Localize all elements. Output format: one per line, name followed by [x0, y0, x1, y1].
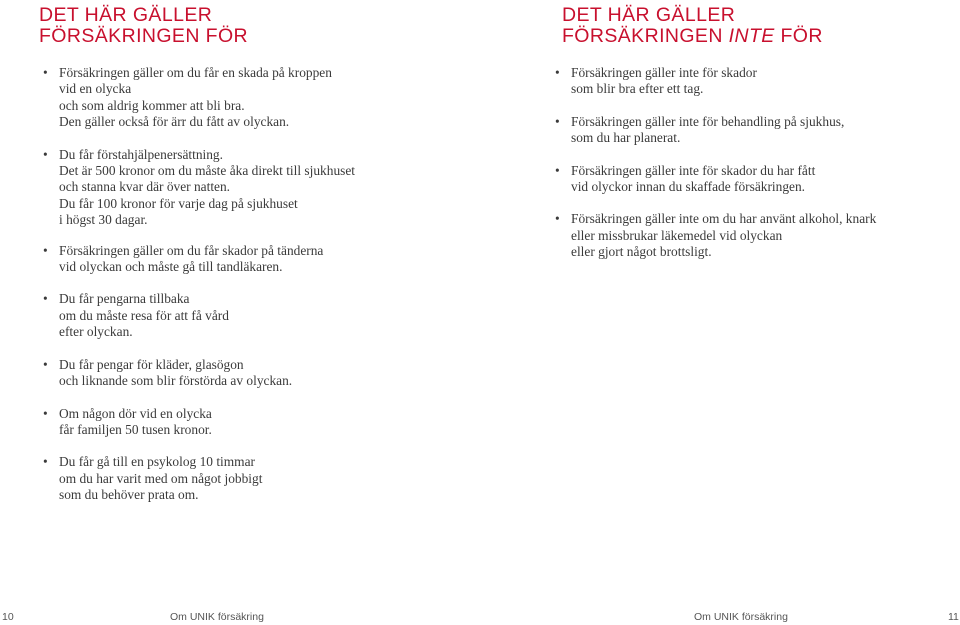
item-line: Du får pengar för kläder, glasögon [59, 356, 244, 372]
page-number: 11 [948, 611, 959, 623]
bullet-icon: • [555, 162, 560, 178]
list-item [555, 211, 955, 260]
bullet-icon: • [43, 65, 48, 80]
footer-text: Om UNIK försäkring [170, 611, 264, 623]
page-number: 10 [2, 611, 14, 623]
right-page-title [562, 5, 823, 47]
bullet-icon: • [43, 356, 48, 372]
item-line: Du får pengarna tillbaka [59, 291, 190, 307]
item-line: Försäkringen gäller inte för skador du har fått [571, 162, 816, 178]
bullet-icon: • [555, 65, 560, 80]
item-line: Den gäller också för ärr du fått av olyckan. [59, 114, 290, 130]
bullet-icon: • [555, 113, 560, 129]
left-title-line2: FÖRSÄKRINGEN FÖR [39, 25, 248, 47]
list-item [555, 163, 955, 196]
coverage-list [43, 65, 443, 520]
item-line: Du får förstahjälpenersättning. [59, 146, 223, 162]
list-item [43, 291, 443, 340]
title-suffix: FÖR [774, 25, 823, 47]
item-line: vid en olycka [59, 81, 132, 97]
item-line: Du får 100 kronor för varje dag på sjukhuset [59, 195, 298, 211]
left-title-line1: DET HÄR GÄLLER [39, 4, 213, 26]
bullet-icon: • [555, 211, 560, 227]
item-line: Det är 500 kronor om du måste åka direkt till sjukhuset [59, 163, 356, 179]
exclusion-list [555, 65, 955, 277]
item-line: och stanna kvar där över natten. [59, 179, 231, 195]
list-item [555, 114, 955, 147]
item-line: Försäkringen gäller om du får skador på tänderna [59, 242, 324, 258]
footer-text: Om UNIK försäkring [694, 611, 788, 623]
item-line: Du får gå till en psykolog 10 timmar [59, 454, 255, 470]
right-title-line1: DET HÄR GÄLLER [562, 4, 736, 26]
item-line: vid olyckor innan du skaffade försäkringen. [571, 179, 806, 195]
list-item [43, 243, 443, 276]
bullet-icon: • [43, 291, 48, 307]
item-line: Försäkringen gäller inte för behandling på sjukhus, [571, 113, 845, 129]
item-line: Försäkringen gäller inte för skador [571, 65, 757, 80]
item-line: som du har planerat. [571, 130, 681, 146]
item-line: Försäkringen gäller inte om du har använt alkohol, knark [571, 211, 877, 227]
bullet-icon: • [43, 405, 48, 421]
list-item [43, 357, 443, 390]
list-item [43, 65, 443, 131]
list-item [555, 65, 955, 98]
title-prefix: FÖRSÄKRINGEN [562, 25, 729, 47]
item-line: eller gjort något brottsligt. [571, 244, 712, 260]
item-line: eller missbrukar läkemedel vid olyckan [571, 227, 783, 243]
item-line: och som aldrig kommer att bli bra. [59, 97, 245, 113]
item-line: om du har varit med om något jobbigt [59, 470, 263, 486]
list-item [43, 406, 443, 439]
item-line: i högst 30 dagar. [59, 212, 148, 228]
item-line: Försäkringen gäller om du får en skada på kroppen [59, 65, 332, 80]
bullet-icon: • [43, 242, 48, 258]
item-line: som blir bra efter ett tag. [571, 81, 704, 97]
item-line: efter olyckan. [59, 324, 133, 340]
item-line: Om någon dör vid en olycka [59, 405, 212, 421]
bullet-icon: • [43, 454, 48, 470]
title-emphasis: INTE [728, 25, 775, 47]
list-item [43, 454, 443, 503]
left-page-title [39, 5, 248, 47]
item-line: om du måste resa för att få vård [59, 307, 229, 323]
bullet-icon: • [43, 146, 48, 162]
item-line: får familjen 50 tusen kronor. [59, 421, 212, 437]
list-item [43, 147, 443, 229]
right-page [480, 0, 960, 625]
right-title-line2 [562, 26, 823, 47]
item-line: och liknande som blir förstörda av olyckan. [59, 373, 293, 389]
item-line: vid olyckan och måste gå till tandläkaren. [59, 259, 283, 275]
item-line: som du behöver prata om. [59, 487, 199, 503]
